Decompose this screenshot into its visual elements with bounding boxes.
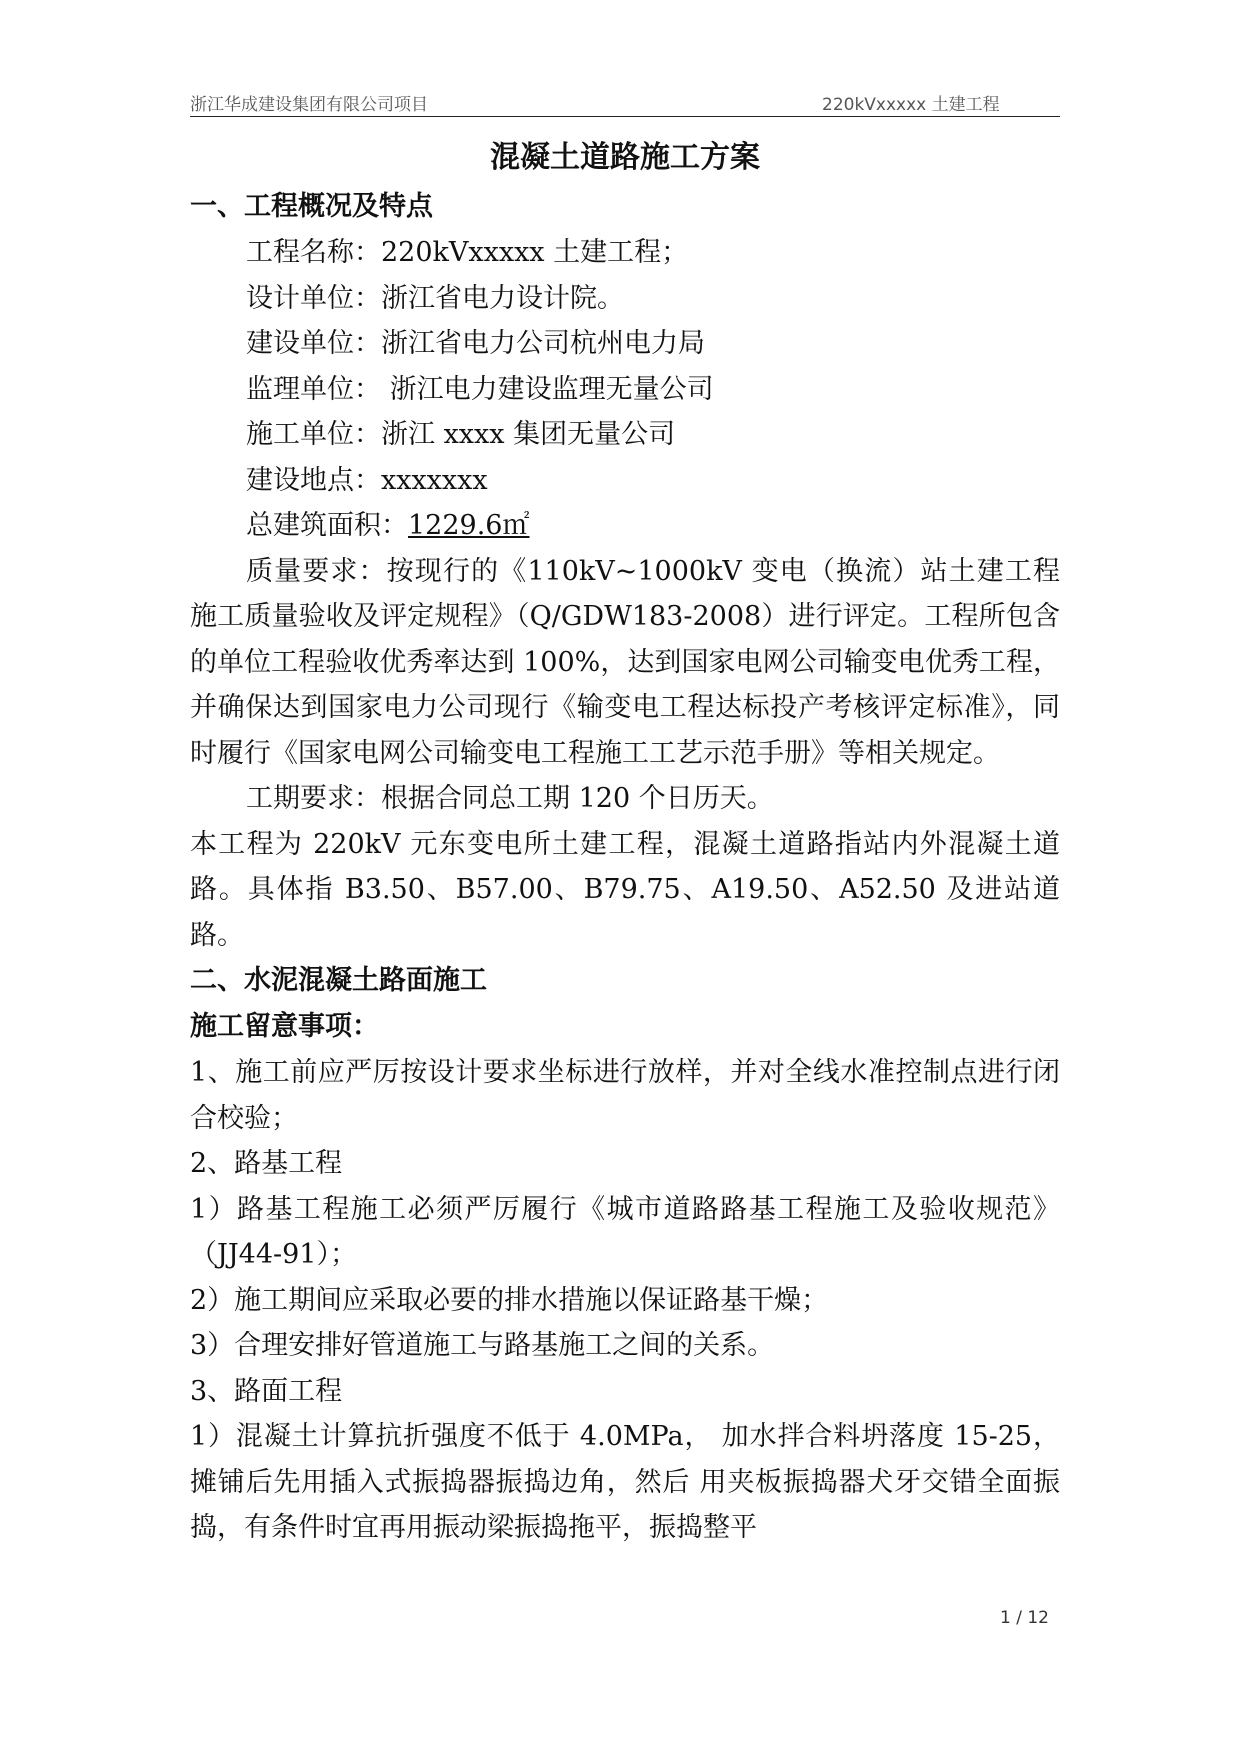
document-title: 混凝土道路施工方案	[490, 140, 760, 175]
section-heading-overview: 一、工程概况及特点	[190, 191, 433, 222]
document-body	[190, 136, 1060, 1551]
total-area	[190, 503, 1060, 549]
total-area-label: 总建筑面积：	[246, 510, 408, 541]
list-item: 1）混凝土计算抗折强度不低于 4.0MPa， 加水拌合料坍落度 15-25，摊铺后先用插入式振捣器振捣边角，然后 用夹板振捣器犬牙交错全面振捣，有条件时宜再用振动梁振捣拖平，振捣整平	[190, 1421, 1060, 1543]
list-item: 2、路基工程	[190, 1148, 343, 1179]
section-heading-pavement: 二、水泥混凝土路面施工	[190, 965, 487, 996]
project-scope: 本工程为 220kV 元东变电所土建工程，混凝土道路指站内外混凝土道路。具体指 B3.50、B57.00、B79.75、A19.50、A52.50 及进站道路。	[190, 828, 1060, 951]
list-item: 1、施工前应严厉按设计要求坐标进行放样，并对全线水准控制点进行闭合校验；	[190, 1057, 1060, 1134]
list-item: 3、路面工程	[190, 1375, 343, 1407]
build-location: 建设地点：xxxxxxx	[246, 464, 488, 496]
total-area-value: 1229.6㎡	[408, 510, 530, 541]
subheading-notes: 施工留意事项：	[190, 1011, 379, 1042]
list-item: 1）路基工程施工必须严厉履行《城市道路路基工程施工及验收规范》（JJ44-91）；	[190, 1193, 1060, 1270]
design-unit: 设计单位：浙江省电力设计院。	[246, 282, 624, 314]
build-unit: 建设单位：浙江省电力公司杭州电力局	[246, 328, 705, 359]
page-number: 1 / 12	[1000, 1608, 1049, 1628]
page-header	[190, 88, 1060, 117]
header-company: 浙江华成建设集团有限公司项目	[190, 95, 428, 115]
header-project: 220kVxxxxx 土建工程	[822, 95, 1000, 115]
schedule-requirement: 工期要求：根据合同总工期 120 个日历天。	[246, 783, 774, 814]
supervise-unit: 监理单位： 浙江电力建设监理无量公司	[246, 373, 714, 405]
construct-unit: 施工单位：浙江 xxxx 集团无量公司	[246, 419, 676, 450]
project-name: 工程名称：220kVxxxxx 土建工程；	[246, 237, 689, 268]
list-item: 3）合理安排好管道施工与路基施工之间的关系。	[190, 1330, 775, 1361]
quality-requirement: 质量要求：按现行的《110kV~1000kV 变电（换流）站土建工程施工质量验收及评定规程》（Q/GDW183-2008）进行评定。工程所包含的单位工程验收优秀率达到 100%，达到国家电网公司输变电优秀工程，并确保达到国家电力公司现行《输变电工程达标投产考核评定标准》，同时履行《国家电网公司输变电工程施工工艺示范手册》等相关规定。	[190, 555, 1060, 769]
list-item: 2）施工期间应采取必要的排水措施以保证路基干燥；	[190, 1284, 829, 1316]
